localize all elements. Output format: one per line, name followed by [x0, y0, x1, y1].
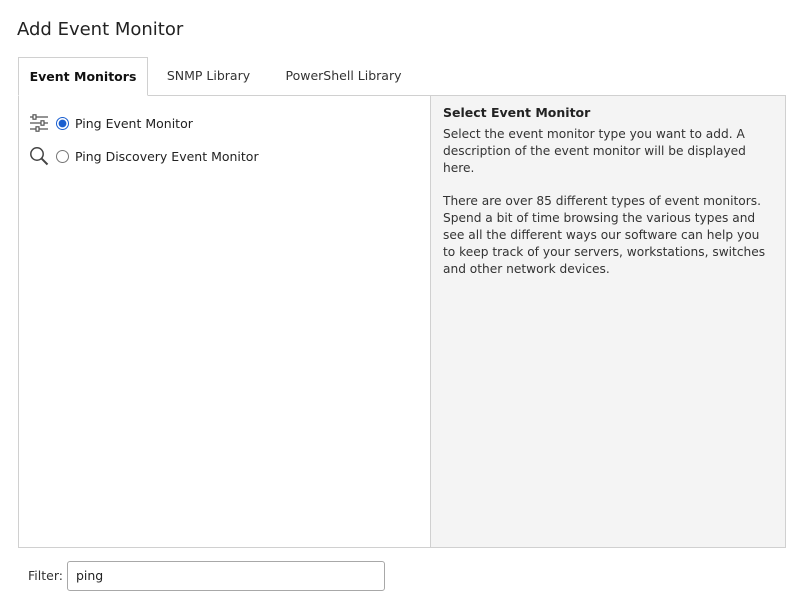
filter-input[interactable] — [67, 561, 385, 591]
page-title: Add Event Monitor — [17, 19, 184, 40]
filter-row — [28, 560, 385, 591]
description-pane — [430, 96, 785, 547]
description-paragraph-1: Select the event monitor type you want to add. A description of the event monitor will be displayed here. — [443, 127, 746, 175]
monitor-label-ping: Ping Event Monitor — [75, 115, 193, 131]
monitor-item-ping[interactable] — [28, 111, 193, 135]
tab-snmp-library[interactable]: SNMP Library — [166, 68, 251, 83]
event-monitor-panel — [18, 95, 786, 548]
monitor-radio-ping[interactable] — [56, 117, 69, 130]
monitor-label-ping-discovery: Ping Discovery Event Monitor — [75, 148, 259, 164]
tab-powershell-library[interactable]: PowerShell Library — [285, 68, 402, 83]
description-paragraph-2: There are over 85 different types of event monitors. Spend a bit of time browsing the various types and see all the different ways our software can help you to keep track of your servers, workstations, switches and other network devices. — [443, 194, 766, 276]
monitor-list — [19, 96, 430, 547]
monitor-item-ping-discovery[interactable] — [28, 144, 259, 168]
monitor-radio-ping-discovery[interactable] — [56, 150, 69, 163]
sliders-icon — [28, 112, 50, 134]
description-heading: Select Event Monitor — [443, 105, 591, 120]
magnifier-icon — [28, 145, 50, 167]
tab-event-monitors[interactable]: Event Monitors — [18, 57, 148, 96]
filter-label: Filter: — [28, 568, 63, 583]
